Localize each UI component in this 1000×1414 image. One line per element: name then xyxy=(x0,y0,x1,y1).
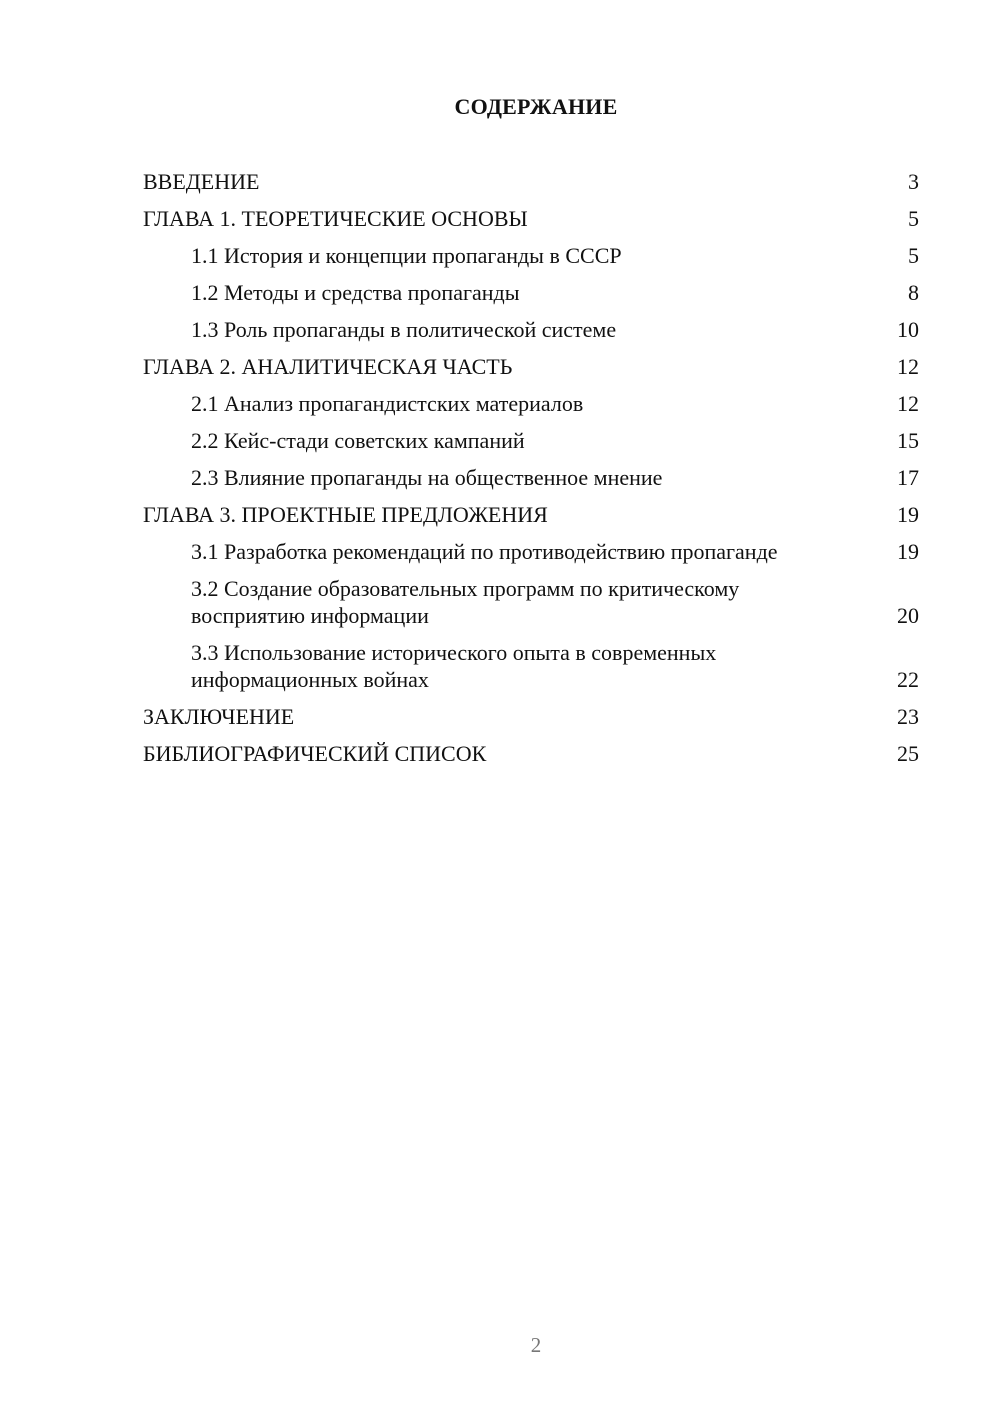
toc-entry-page: 8 xyxy=(908,280,919,305)
toc-entry-conclusion[interactable] xyxy=(143,703,919,730)
toc-entry-page: 23 xyxy=(897,704,919,729)
toc-entry-section-2-3[interactable] xyxy=(143,464,919,491)
toc-entry-section-3-2[interactable] xyxy=(143,575,919,629)
toc-entry-page: 10 xyxy=(897,317,919,342)
toc-entry-label: 1.1 История и концепции пропаганды в СССР xyxy=(191,243,622,268)
toc-entry-label: ВВЕДЕНИЕ xyxy=(143,169,260,194)
toc-entry-label: ГЛАВА 2. АНАЛИТИЧЕСКАЯ ЧАСТЬ xyxy=(143,354,513,379)
toc-entry-page: 3 xyxy=(908,169,919,194)
toc-entry-page: 12 xyxy=(897,391,919,416)
toc-entry-page: 19 xyxy=(897,502,919,527)
toc-entry-chapter-3[interactable] xyxy=(143,501,919,528)
toc-entry-section-1-3[interactable] xyxy=(143,316,919,343)
toc-entry-page: 5 xyxy=(908,243,919,268)
toc-entry-label: 1.3 Роль пропаганды в политической системе xyxy=(191,317,617,342)
toc-entry-label: 2.1 Анализ пропагандистских материалов xyxy=(191,391,584,416)
toc-entry-page: 12 xyxy=(897,354,919,379)
toc-entry-chapter-1[interactable] xyxy=(143,205,919,232)
toc-entry-label: ЗАКЛЮЧЕНИЕ xyxy=(143,704,295,729)
page-title: СОДЕРЖАНИЕ xyxy=(454,94,618,119)
toc-entry-label: 3.3 Использование исторического опыта в современных информационных войнах xyxy=(191,640,717,692)
toc-entry-page: 5 xyxy=(908,206,919,231)
toc-entry-section-2-2[interactable] xyxy=(143,427,919,454)
toc-entry-page: 19 xyxy=(897,539,919,564)
toc-entry-label: ГЛАВА 3. ПРОЕКТНЫЕ ПРЕДЛОЖЕНИЯ xyxy=(143,502,548,527)
toc-entry-section-3-3[interactable] xyxy=(143,639,919,693)
toc-entry-page: 20 xyxy=(897,603,919,628)
toc-entry-label: 3.1 Разработка рекомендаций по противодействию пропаганде xyxy=(191,539,778,564)
toc-entry-introduction[interactable] xyxy=(143,168,919,195)
toc-entry-page: 22 xyxy=(897,667,919,692)
toc-entry-page: 15 xyxy=(897,428,919,453)
toc-entry-section-3-1[interactable] xyxy=(143,538,919,565)
toc-entry-label: 2.2 Кейс-стади советских кампаний xyxy=(191,428,525,453)
toc-entry-chapter-2[interactable] xyxy=(143,353,919,380)
toc-entry-section-1-2[interactable] xyxy=(143,279,919,306)
toc-entry-label: ГЛАВА 1. ТЕОРЕТИЧЕСКИЕ ОСНОВЫ xyxy=(143,206,528,231)
toc-entry-section-1-1[interactable] xyxy=(143,242,919,269)
toc-entry-page: 17 xyxy=(897,465,919,490)
toc-entry-label: 2.3 Влияние пропаганды на общественное мнение xyxy=(191,465,663,490)
table-of-contents xyxy=(143,168,919,777)
toc-entry-label: 1.2 Методы и средства пропаганды xyxy=(191,280,520,305)
toc-entry-label: БИБЛИОГРАФИЧЕСКИЙ СПИСОК xyxy=(143,741,487,766)
toc-entry-bibliography[interactable] xyxy=(143,740,919,767)
toc-entry-section-2-1[interactable] xyxy=(143,390,919,417)
toc-entry-label: 3.2 Создание образовательных программ по критическому восприятию информации xyxy=(191,576,740,628)
toc-entry-page: 25 xyxy=(897,741,919,766)
page-number: 2 xyxy=(530,1333,542,1357)
